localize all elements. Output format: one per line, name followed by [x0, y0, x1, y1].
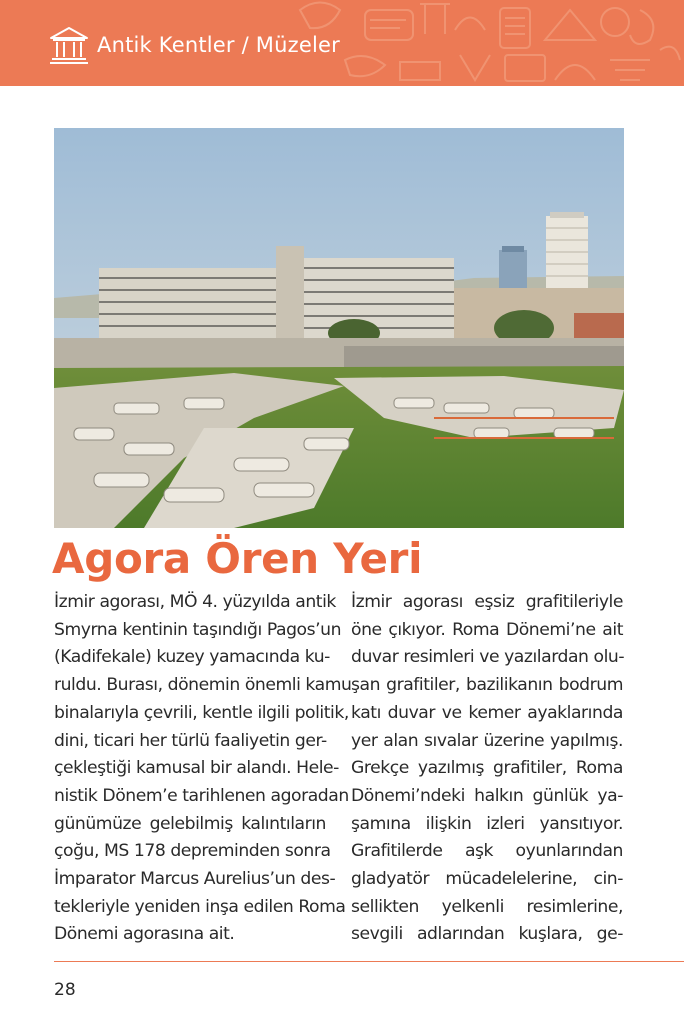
left-column: [54, 589, 352, 949]
right-column-line: öne çıkıyor. Roma Dönemi’ne ait: [351, 619, 623, 640]
museum-icon: [48, 24, 90, 66]
footer-divider: [54, 961, 684, 962]
right-column-line: şamına ilişkin izleri yansıtıyor.: [351, 813, 623, 834]
right-column-line: duvar resimleri ve yazılardan olu-: [351, 647, 625, 668]
left-column-line: İmparator Marcus Aurelius’un des-: [54, 869, 336, 890]
left-column-line: günümüze gelebilmiş kalıntıların: [54, 813, 326, 834]
right-column-line: yer alan sıvalar üzerine yapılmış.: [351, 730, 623, 751]
page-number: 28: [54, 980, 76, 1000]
right-column-line: katı duvar ve kemer ayaklarında: [351, 702, 623, 723]
left-column-line: Dönemi agorasına ait.: [54, 924, 235, 945]
right-column-line: şan grafitiler, bazilikanın bodrum: [351, 675, 623, 696]
right-column-line: Dönemi’ndeki halkın günlük ya-: [351, 785, 623, 806]
right-column-line: Grafitilerde aşk oyunlarından: [351, 841, 623, 862]
left-column-line: ruldu. Burası, dönemin önemli kamu: [54, 675, 352, 696]
left-column-line: çoğu, MS 178 depreminden sonra: [54, 841, 331, 862]
left-column-line: tekleriyle yeniden inşa edilen Roma: [54, 896, 346, 917]
left-column-line: Smyrna kentinin taşındığı Pagos’un: [54, 619, 342, 640]
right-column-line: sevgili adlarından kuşlara, ge-: [351, 924, 623, 945]
right-column-line: sellikten yelkenli resimlerine,: [351, 896, 623, 917]
agora-ruins-photo: [54, 128, 624, 528]
left-column-line: çekleştiği kamusal bir alandı. Hele-: [54, 758, 339, 779]
left-column-line: nistik Dönem’e tarihlenen agoradan: [54, 785, 349, 806]
right-column: [351, 589, 623, 949]
right-column-line: İzmir agorası eşsiz grafitileriyle: [351, 592, 623, 612]
right-column-line: gladyatör mücadelelerine, cin-: [351, 869, 623, 890]
page-header: [0, 0, 684, 86]
left-column-line: (Kadifekale) kuzey yamacında ku-: [54, 647, 330, 668]
section-title: Antik Kentler / Müzeler: [97, 33, 340, 57]
left-column-line: dini, ticari her türlü faaliyetin ger-: [54, 730, 327, 751]
article-title: Agora Ören Yeri: [52, 534, 423, 583]
right-column-line: Grekçe yazılmış grafitiler, Roma: [351, 758, 623, 779]
left-column-line: binalarıyla çevrili, kentle ilgili politik,: [54, 702, 349, 723]
left-column-line: İzmir agorası, MÖ 4. yüzyılda antik: [54, 592, 336, 612]
